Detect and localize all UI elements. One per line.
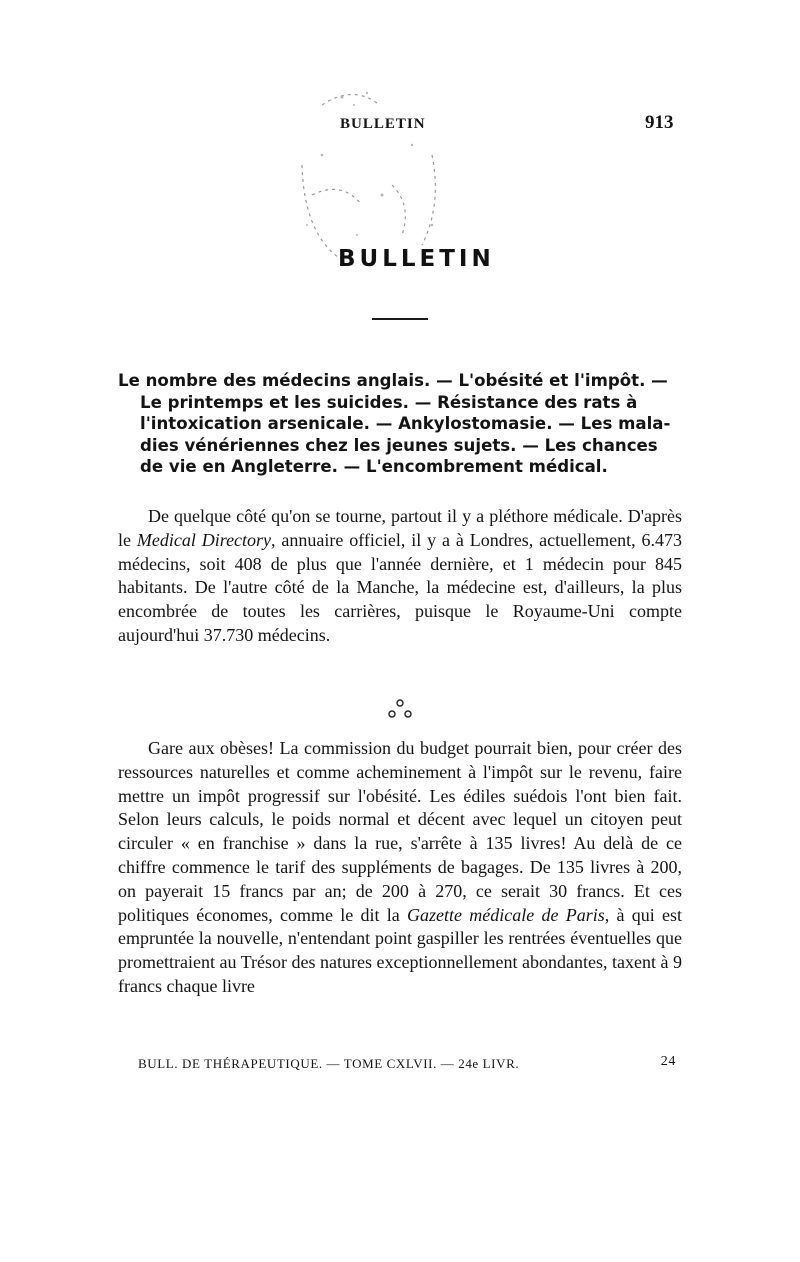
summary-line: de vie en Angleterre. — L'encombrement médical. bbox=[140, 457, 608, 476]
summary-line: Le printemps et les suicides. — Résistance des rats à bbox=[140, 392, 638, 412]
italic-title: Gazette médicale de Paris bbox=[407, 904, 605, 925]
title-rule bbox=[372, 318, 428, 320]
summary-line: dies vénériennes chez les jeunes sujets. — Les chances bbox=[140, 435, 658, 455]
asterism-icon bbox=[383, 696, 417, 722]
summary-line: Le nombre des médecins anglais. — L'obésité et l'impôt. — bbox=[118, 371, 668, 390]
section-title: BULLETIN bbox=[338, 246, 495, 272]
paragraph-medecins: De quelque côté qu'on se tourne, partout il y a pléthore médicale. D'après le Medical Directory, annuaire officiel, il y a à Londres, actuellement, 6.473 médecins, soit 408 de plus que l'année dernière, et 1 médecin pour 845 habitants. De l'autre côté de la Manche, la médecine est, d'ailleurs, la plus encombrée de toutes les carrières, puisque le Royaume-Uni compte aujourd'hui 37.730 médecins. bbox=[118, 506, 682, 645]
page-number: 913 bbox=[645, 112, 674, 133]
footer-text: BULL. DE THÉRAPEUTIQUE. — TOME CXLVII. — 24e LIVR. bbox=[138, 1056, 520, 1071]
summary-line: l'intoxication arsenicale. — Ankylostomasie. — Les mala- bbox=[140, 414, 671, 433]
paragraph-obesite: Gare aux obèses! La commission du budget pourrait bien, pour créer des ressources naturelles et comme acheminement à l'impôt sur le revenu, faire mettre un impôt progressif sur l'obésité. Les édiles suédois l'ont bien fait. Selon leurs calculs, le poids normal et décent avec lequel un citoyen peut circuler « en franchise » dans la rue, s'arrête à 135 livres! Au delà de ce chiffre commence le tarif des suppléments de bagages. De 135 livres à 200, on payerait 15 francs par an; de 200 à 270, ce serait 30 francs. Et ces politiques économes, comme le dit la Gazette médicale de Paris, à qui est empruntée la nouvelle, n'entendant point gaspiller les rentrées éventuelles que promettraient au Trésor des natures exceptionnellement abondantes, taxent à 9 francs chaque livre bbox=[118, 738, 682, 996]
running-title: BULLETIN bbox=[340, 116, 426, 132]
italic-title: Medical Directory bbox=[136, 529, 272, 550]
summary-block bbox=[118, 370, 682, 478]
signature-mark: 24 bbox=[660, 1054, 676, 1069]
page-footer bbox=[118, 1056, 682, 1078]
